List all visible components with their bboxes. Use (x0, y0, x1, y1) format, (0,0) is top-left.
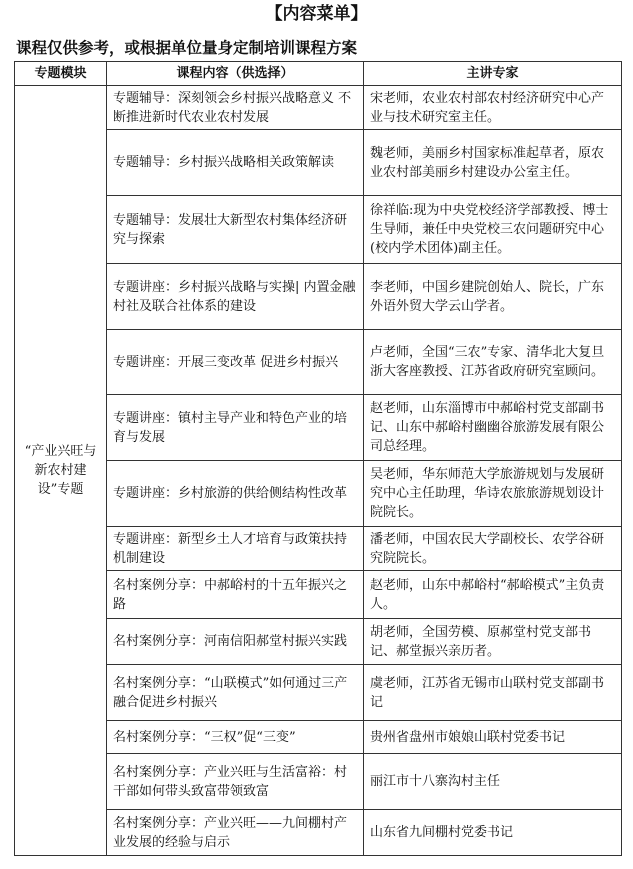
course-content: 名村案例分享：河南信阳郝堂村振兴实践 (107, 619, 364, 665)
table-row (15, 721, 622, 754)
course-expert: 宋老师，农业农村部农村经济研究中心产业与技术研究室主任。 (364, 86, 622, 130)
header-module: 专题模块 (15, 62, 107, 86)
header-content: 课程内容（供选择） (107, 62, 364, 86)
course-expert: 李老师，中国乡建院创始人、院长，广东外语外贸大学云山学者。 (364, 264, 622, 330)
table-row (15, 130, 622, 196)
course-expert: 潘老师，中国农民大学副校长、农学谷研究院院长。 (364, 527, 622, 571)
course-content: 专题讲座：乡村振兴战略与实操| 内置金融村社及联合社体系的建设 (107, 264, 364, 330)
course-content: 专题讲座：乡村旅游的供给侧结构性改革 (107, 461, 364, 527)
course-expert: 胡老师，全国劳模、原郝堂村党支部书记、郝堂振兴亲历者。 (364, 619, 622, 665)
course-expert: 卢老师，全国“三农”专家、清华北大复旦浙大客座教授、江苏省政府研究室顾问。 (364, 330, 622, 395)
course-content: 名村案例分享：产业兴旺——九间棚村产业发展的经验与启示 (107, 810, 364, 856)
course-menu-table (14, 61, 622, 856)
table-row (15, 754, 622, 810)
table-row (15, 330, 622, 395)
course-expert: 贵州省盘州市娘娘山联村党委书记 (364, 721, 622, 754)
course-content: 专题辅导：发展壮大新型农村集体经济研究与探索 (107, 196, 364, 264)
page-title: 【内容菜单】 (265, 4, 368, 24)
table-row (15, 665, 622, 721)
page-subtitle: 课程仅供参考，或根据单位量身定制培训课程方案 (16, 39, 358, 57)
course-content: 名村案例分享：“三权”促“三变” (107, 721, 364, 754)
table-row (15, 196, 622, 264)
course-expert: 赵老师，山东中郝峪村“郝峪模式”主负责人。 (364, 571, 622, 619)
course-content: 名村案例分享：中郝峪村的十五年振兴之路 (107, 571, 364, 619)
table-header-row (15, 62, 622, 86)
course-content: 专题辅导：乡村振兴战略相关政策解读 (107, 130, 364, 196)
course-content: 专题辅导：深刻领会乡村振兴战略意义 不断推进新时代农业农村发展 (107, 86, 364, 130)
table-row (15, 619, 622, 665)
table-row (15, 86, 622, 130)
course-expert: 徐祥临:现为中央党校经济学部教授、博士生导师，兼任中央党校三农问题研究中心(校内学术团体)副主任。 (364, 196, 622, 264)
table-row (15, 810, 622, 856)
course-expert: 虞老师，江苏省无锡市山联村党支部副书记 (364, 665, 622, 721)
course-expert: 吴老师，华东师范大学旅游规划与发展研究中心主任助理，华诗农旅旅游规划设计院院长。 (364, 461, 622, 527)
header-expert: 主讲专家 (364, 62, 622, 86)
course-expert: 魏老师，美丽乡村国家标准起草者，原农业农村部美丽乡村建设办公室主任。 (364, 130, 622, 196)
course-content: 专题讲座：新型乡土人才培育与政策扶持机制建设 (107, 527, 364, 571)
table-row (15, 571, 622, 619)
table-row (15, 527, 622, 571)
course-content: 名村案例分享：产业兴旺与生活富裕：村干部如何带头致富带领致富 (107, 754, 364, 810)
course-content: 专题讲座：开展三变改革 促进乡村振兴 (107, 330, 364, 395)
course-content: 专题讲座：镇村主导产业和特色产业的培育与发展 (107, 395, 364, 461)
table-row (15, 264, 622, 330)
course-expert: 丽江市十八寨沟村主任 (364, 754, 622, 810)
course-expert: 赵老师，山东淄博市中郝峪村党支部副书记、山东中郝峪村幽幽谷旅游发展有限公司总经理。 (364, 395, 622, 461)
table-row (15, 461, 622, 527)
course-expert: 山东省九间棚村党委书记 (364, 810, 622, 856)
course-content: 名村案例分享：“山联模式”如何通过三产融合促进乡村振兴 (107, 665, 364, 721)
table-row (15, 395, 622, 461)
module-cell: “产业兴旺与新农村建设”专题 (15, 86, 107, 856)
